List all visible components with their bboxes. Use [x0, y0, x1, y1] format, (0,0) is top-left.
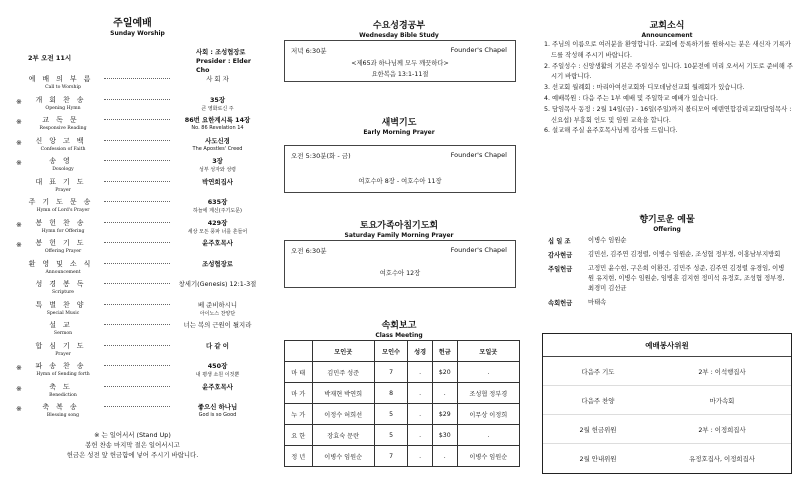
order-item-detail — [170, 258, 265, 268]
dotted-leader — [104, 304, 170, 305]
worship-column — [0, 0, 265, 485]
order-item-name — [22, 319, 104, 336]
volunteer-role: 다음주 찬양 — [581, 396, 615, 405]
wednesday-title: 수요성경공부 — [372, 21, 426, 31]
order-row — [0, 217, 265, 238]
meeting-cell: . — [457, 362, 519, 383]
announcement-item: 1. 주님의 이름으로 여러분을 환영합니다. 교회에 등록하기를 원하시는 분은 새신자 기록카드를 작성해 주시기 바랍니다. — [544, 41, 792, 59]
stand-mark: ※ — [16, 97, 22, 106]
order-item-value: 조성협장로 — [202, 259, 233, 268]
volunteer-row — [543, 444, 791, 473]
order-item-english: Prayer — [55, 187, 71, 193]
footer-line: ※ 는 일어서서 (Stand Up) — [94, 430, 171, 439]
meeting-header-cell: 모인수 — [374, 341, 407, 362]
dotted-leader — [104, 283, 170, 284]
order-item-korean: 주기도문송 — [28, 198, 98, 206]
meeting-header-cell: 성경 — [408, 341, 433, 362]
saturday-box — [284, 240, 516, 288]
meeting-header-cell: 모일곳 — [457, 341, 519, 362]
order-item-detail — [170, 237, 265, 247]
order-item-english: Hymn for Offering — [41, 228, 85, 234]
volunteer-name: 2부 : 이석행집사 — [698, 367, 746, 376]
meeting-header-cell: 헌금 — [432, 341, 457, 362]
offering-row — [534, 250, 800, 260]
order-row — [0, 381, 265, 402]
dawn-subtitle: Early Morning Prayer — [363, 129, 435, 136]
offering-names: 고정민 윤수현, 구은희 이환건, 김민주 성준, 김주연 김정렬 유경임, 이병원 유지현, 이병수 임원순, 임병훈 김지현 정미석 유정호, 조성협 정부경, 최경미 김선균 — [588, 265, 785, 292]
order-item-subvalue: 세상 모든 풍파 너를 흔들어 — [187, 228, 248, 235]
worship-presider: Presider : Elder Cho — [196, 58, 252, 74]
dotted-leader — [104, 406, 170, 407]
meeting-cell: . — [457, 425, 519, 446]
order-item-name — [22, 360, 104, 377]
order-item-english: Prayer — [55, 351, 71, 357]
order-item-value: 3장 — [212, 157, 223, 165]
offering-row — [534, 298, 800, 308]
order-item-detail — [170, 94, 265, 112]
order-item-korean: 축도 — [49, 382, 77, 391]
wednesday-line: 요한복음 13:1-11절 — [371, 71, 429, 78]
order-item-korean: 성경봉독 — [35, 280, 91, 288]
order-item-english: Sermon — [53, 331, 73, 336]
order-item-english: Responsive Reading — [39, 126, 87, 131]
meeting-cell: 5 — [374, 425, 407, 446]
table-row — [285, 425, 520, 446]
order-row — [0, 155, 265, 176]
order-item-subvalue: 아이노스 찬양단 — [199, 310, 236, 317]
meeting-cell: 이병수 임원순 — [312, 446, 374, 467]
news-subtitle: Announcement — [641, 32, 693, 39]
dawn-title: 새벽기도 — [381, 118, 417, 128]
meeting-cell: $30 — [432, 425, 457, 446]
saturday-section — [268, 218, 530, 239]
order-item-detail — [170, 381, 265, 391]
volunteer-row — [543, 386, 791, 415]
meeting-cell: 8 — [374, 383, 407, 404]
order-item-detail — [170, 155, 265, 173]
order-row — [0, 73, 265, 94]
order-item-english: Call to Worship — [45, 85, 81, 90]
saturday-place: Founder's Chapel — [450, 246, 507, 254]
meeting-cell: 이정수 허희선 — [312, 404, 374, 425]
volunteers-list — [543, 357, 791, 473]
order-item-subvalue: 큰 영화로신 주 — [201, 105, 234, 112]
worship-footer — [0, 430, 265, 460]
stand-mark: ※ — [16, 159, 22, 167]
order-item-name — [22, 340, 104, 357]
saturday-subtitle: Saturday Family Morning Prayer — [344, 232, 454, 239]
stand-mark: ※ — [16, 364, 22, 372]
meeting-cell: . — [408, 425, 433, 446]
order-item-english: Confession of Faith — [40, 146, 86, 152]
volunteer-row — [543, 415, 791, 444]
order-item-name — [22, 217, 104, 234]
order-item-name — [22, 196, 104, 213]
wednesday-time: 저녁 6:30분 — [291, 47, 327, 55]
order-row — [0, 135, 265, 156]
order-row — [0, 319, 265, 340]
order-item-english: Opening Hymn — [45, 105, 81, 111]
order-row — [0, 114, 265, 135]
meeting-cell: . — [432, 383, 457, 404]
volunteer-name: 2부 : 이정희집사 — [698, 425, 746, 434]
dotted-leader — [104, 99, 170, 100]
footer-line: 헌금은 성전 앞 헌금함에 넣어 주시기 바랍니다. — [66, 450, 199, 459]
offering-label: 십 일 조 — [548, 238, 571, 245]
volunteers-title: 예배봉사위원 — [543, 334, 791, 357]
meeting-header-cell: 모인곳 — [312, 341, 374, 362]
order-item-subvalue: 성부 성자와 성령 — [199, 167, 236, 173]
dawn-place: Founder's Chapel — [450, 151, 507, 159]
order-item-korean: 대표기도 — [35, 177, 91, 186]
order-item-korean: 특별찬양 — [35, 300, 91, 309]
order-item-subvalue: The Apostles' Creed — [192, 145, 243, 152]
order-item-detail — [170, 278, 265, 288]
order-row — [0, 258, 265, 279]
order-item-subvalue: 내 평생 소원 이것뿐 — [195, 372, 240, 378]
dotted-leader — [104, 181, 170, 182]
meeting-cell: . — [408, 446, 433, 467]
announcement-list — [544, 40, 794, 137]
order-item-korean: 교독문 — [42, 116, 84, 124]
order-item-english: Doxology — [52, 167, 74, 172]
meeting-cell: 정 년 — [285, 446, 313, 467]
order-item-value: 사 회 자 — [206, 75, 229, 83]
order-item-detail — [170, 176, 265, 186]
stand-mark: ※ — [16, 118, 22, 126]
wednesday-line: <제65과 하나님께 모두 깨끗하다> — [351, 60, 449, 67]
order-item-value: 429장 — [207, 218, 228, 227]
announcement-item: 4. 예배복원 : 다음 주는 1부 예배 및 주일학교 예배가 있습니다. — [544, 94, 719, 102]
order-item-korean: 축복송 — [42, 403, 84, 411]
order-item-name — [22, 258, 104, 275]
worship-header — [0, 47, 265, 74]
news-section — [534, 18, 800, 39]
table-row — [285, 383, 520, 404]
dotted-leader — [104, 140, 170, 141]
offering-subtitle: Offering — [653, 226, 681, 233]
order-item-korean: 송영 — [49, 157, 77, 165]
order-item-name — [22, 278, 104, 295]
dotted-leader — [104, 160, 170, 161]
footer-line: 봉헌 찬송 마지막 절은 일어서시고 — [85, 440, 180, 449]
meeting-cell: . — [408, 404, 433, 425]
meeting-cell: 장효숙 문란 — [312, 425, 374, 446]
order-item-name — [22, 114, 104, 131]
order-item-subvalue: 하늘에 계신(주기도문) — [193, 208, 242, 214]
offering-row — [534, 264, 800, 294]
meeting-cell: 5 — [374, 404, 407, 425]
order-item-value: 다 같 이 — [206, 341, 229, 350]
order-item-value: 450장 — [207, 362, 228, 370]
order-item-value: 좋으신 하나님 — [197, 403, 238, 411]
news-column — [534, 0, 800, 485]
meeting-cell: 조성협 정부경 — [457, 383, 519, 404]
dawn-section — [268, 115, 530, 136]
meeting-cell: 마 태 — [285, 362, 313, 383]
dotted-leader — [104, 324, 170, 325]
worship-leader-block — [196, 48, 265, 75]
volunteer-row — [543, 357, 791, 386]
saturday-line: 여호수아 12장 — [379, 270, 421, 277]
offering-title: 향기로운 예물 — [639, 215, 695, 225]
meeting-cell: $29 — [432, 404, 457, 425]
order-item-detail — [170, 319, 265, 329]
worship-leader: 사회 : 조성협장로 — [196, 49, 246, 56]
dawn-time: 오전 5:30분(화 - 금) — [291, 152, 351, 160]
worship-time: 2부 오전 11시 — [28, 54, 72, 62]
meeting-cell: . — [408, 362, 433, 383]
order-item-value: 사도신경 — [205, 136, 230, 145]
order-item-value: 창세기(Genesis) 12:1-3절 — [178, 280, 257, 288]
order-item-value: 너는 복의 근원이 될지라 — [183, 321, 252, 329]
wednesday-box — [284, 40, 516, 82]
dotted-leader — [104, 365, 170, 366]
news-title: 교회소식 — [649, 21, 685, 31]
saturday-time: 오전 6:30분 — [291, 247, 327, 255]
order-item-detail — [170, 135, 265, 152]
order-item-english: Hymn of Lord's Prayer — [36, 208, 90, 213]
meeting-cell: 마 가 — [285, 383, 313, 404]
wednesday-subtitle: Wednesday Bible Study — [359, 32, 439, 39]
order-row — [0, 278, 265, 299]
schedule-column — [268, 0, 530, 485]
order-item-value: 윤주호목사 — [202, 382, 233, 391]
meeting-cell: . — [408, 383, 433, 404]
order-item-english: Benediction — [49, 392, 77, 398]
order-item-detail — [170, 114, 265, 131]
order-item-english: Special Music — [46, 310, 80, 316]
order-item-korean: 합심기도 — [35, 341, 91, 350]
order-item-detail — [170, 401, 265, 418]
order-item-value: 윤주호목사 — [202, 239, 233, 247]
order-row — [0, 360, 265, 381]
worship-title: 주일예배 — [113, 18, 152, 29]
meeting-cell: 7 — [374, 362, 407, 383]
wednesday-place: Founder's Chapel — [450, 46, 507, 54]
volunteer-name: 마가속회 — [709, 396, 735, 405]
order-item-name — [22, 73, 104, 90]
order-item-detail — [170, 299, 265, 317]
volunteer-name: 유정호집사, 이정희집사 — [689, 455, 755, 463]
offering-label: 주일헌금 — [548, 266, 573, 273]
offering-section — [534, 212, 800, 233]
order-item-english: Offering Prayer — [44, 249, 82, 254]
dotted-leader — [104, 242, 170, 243]
dotted-leader — [104, 222, 170, 223]
dotted-leader — [104, 201, 170, 202]
volunteer-role: 다음주 기도 — [581, 367, 615, 376]
meeting-cell: . — [432, 446, 457, 467]
order-item-value: 박연희집사 — [202, 177, 233, 186]
announcement-item: 5. 담임목사 동정 : 2월 14일(금) - 16일(주일)까지 볼티모어 에덴연합감리교회(담임목사 : 신요섭) 부흥회 인도 및 임원 교육을 합니다. — [544, 105, 792, 124]
offering-row — [534, 236, 800, 246]
stand-mark: ※ — [16, 220, 22, 229]
order-item-value: 베 준비하시니 — [197, 300, 238, 309]
announcement-item: 3. 선교회 월례회 : 마리아여선교회와 디모데남선교회 월례회가 있습니다. — [544, 84, 745, 92]
meeting-section — [268, 318, 530, 339]
table-row — [285, 404, 520, 425]
stand-mark: ※ — [16, 405, 22, 413]
order-row — [0, 196, 265, 217]
dotted-leader — [104, 345, 170, 346]
order-item-korean: 봉헌기도 — [35, 239, 91, 247]
order-item-korean: 신앙고백 — [35, 136, 91, 145]
order-item-name — [22, 381, 104, 398]
order-item-name — [22, 401, 104, 418]
volunteer-role: 2월 안내위원 — [579, 455, 617, 463]
order-item-name — [22, 94, 104, 111]
order-item-name — [22, 155, 104, 172]
order-item-name — [22, 237, 104, 254]
order-item-korean: 환영및소식 — [28, 259, 98, 268]
meeting-cell: $20 — [432, 362, 457, 383]
order-row — [0, 176, 265, 197]
order-item-english: Announcement — [45, 269, 81, 275]
offering-names: 이병수 임원순 — [588, 237, 627, 244]
table-row — [285, 446, 520, 467]
meeting-body — [285, 362, 520, 467]
stand-mark: ※ — [16, 384, 22, 393]
dotted-leader — [104, 263, 170, 264]
meeting-cell: 이병수 임원순 — [457, 446, 519, 467]
offering-names: 마태속 — [588, 299, 607, 306]
order-row — [0, 299, 265, 320]
meeting-cell: 김민주 성준 — [312, 362, 374, 383]
dawn-line: 여호수아 8장 - 여호수아 11장 — [358, 178, 442, 185]
order-item-value: 86번 요한계시록 14장 — [184, 116, 251, 124]
order-item-subvalue: No. 86 Revelation 14 — [191, 125, 244, 131]
order-item-english: Hymn of Sending forth — [36, 372, 90, 377]
meeting-cell: 누 가 — [285, 404, 313, 425]
dotted-leader — [104, 119, 170, 120]
stand-mark: ※ — [16, 138, 22, 147]
announcement-item: 6. 설교해 주실 윤주호목사님께 감사를 드립니다. — [544, 127, 678, 135]
order-item-value: 35장 — [209, 95, 226, 104]
meeting-table — [284, 340, 520, 467]
order-item-detail — [170, 196, 265, 214]
meeting-cell: 이무상 이정희 — [457, 404, 519, 425]
announcement-item: 2. 주일성수 : 신앙생활의 기본은 주일성수 입니다. 10분전에 미리 오셔서 기도로 준비해 주시기 바랍니다. — [544, 62, 793, 81]
order-row — [0, 401, 265, 422]
order-item-korean: 예배의부름 — [28, 75, 98, 83]
meeting-cell: 7 — [374, 446, 407, 467]
order-item-name — [22, 299, 104, 316]
meeting-cell: 박재현 박연희 — [312, 383, 374, 404]
saturday-title: 토요가족아침기도회 — [359, 221, 439, 231]
meeting-subtitle: Class Meeting — [375, 332, 423, 339]
stand-mark: ※ — [16, 241, 22, 249]
order-item-english: Blessing song — [46, 413, 80, 418]
offering-names: 김민선, 김주연 김정렬, 이병수 임원순, 조성협 정부경, 이홍남부지방회 — [588, 251, 781, 258]
order-item-detail — [170, 217, 265, 235]
order-row — [0, 340, 265, 361]
dawn-box — [284, 145, 516, 193]
order-row — [0, 94, 265, 115]
dotted-leader — [104, 386, 170, 387]
offering-label: 감사현금 — [548, 252, 573, 259]
order-item-korean: 파송찬송 — [35, 362, 91, 370]
order-item-english: Scripture — [51, 290, 75, 295]
order-row — [0, 237, 265, 258]
meeting-title: 속회보고 — [381, 321, 417, 331]
volunteers-box — [542, 333, 792, 474]
offering-label: 속회헌금 — [548, 300, 573, 307]
order-item-name — [22, 176, 104, 193]
worship-order-list — [0, 73, 265, 422]
meeting-cell: 요 한 — [285, 425, 313, 446]
order-item-korean: 설교 — [49, 321, 77, 329]
worship-subtitle: Sunday Worship — [110, 30, 165, 37]
table-row — [285, 362, 520, 383]
wednesday-section — [268, 18, 530, 39]
volunteer-role: 2월 헌금위원 — [579, 425, 617, 434]
order-item-value: 635장 — [207, 198, 228, 206]
order-item-subvalue: God is so Good — [198, 412, 237, 418]
order-item-detail — [170, 360, 265, 378]
meeting-header-cell — [285, 341, 313, 362]
dotted-leader — [104, 78, 170, 79]
order-item-detail — [170, 73, 265, 83]
order-item-korean: 봉헌찬송 — [35, 218, 91, 227]
order-item-detail — [170, 340, 265, 350]
offering-list — [534, 236, 800, 312]
meeting-header-row — [285, 341, 520, 362]
order-item-korean: 개회찬송 — [35, 95, 91, 104]
order-item-name — [22, 135, 104, 152]
